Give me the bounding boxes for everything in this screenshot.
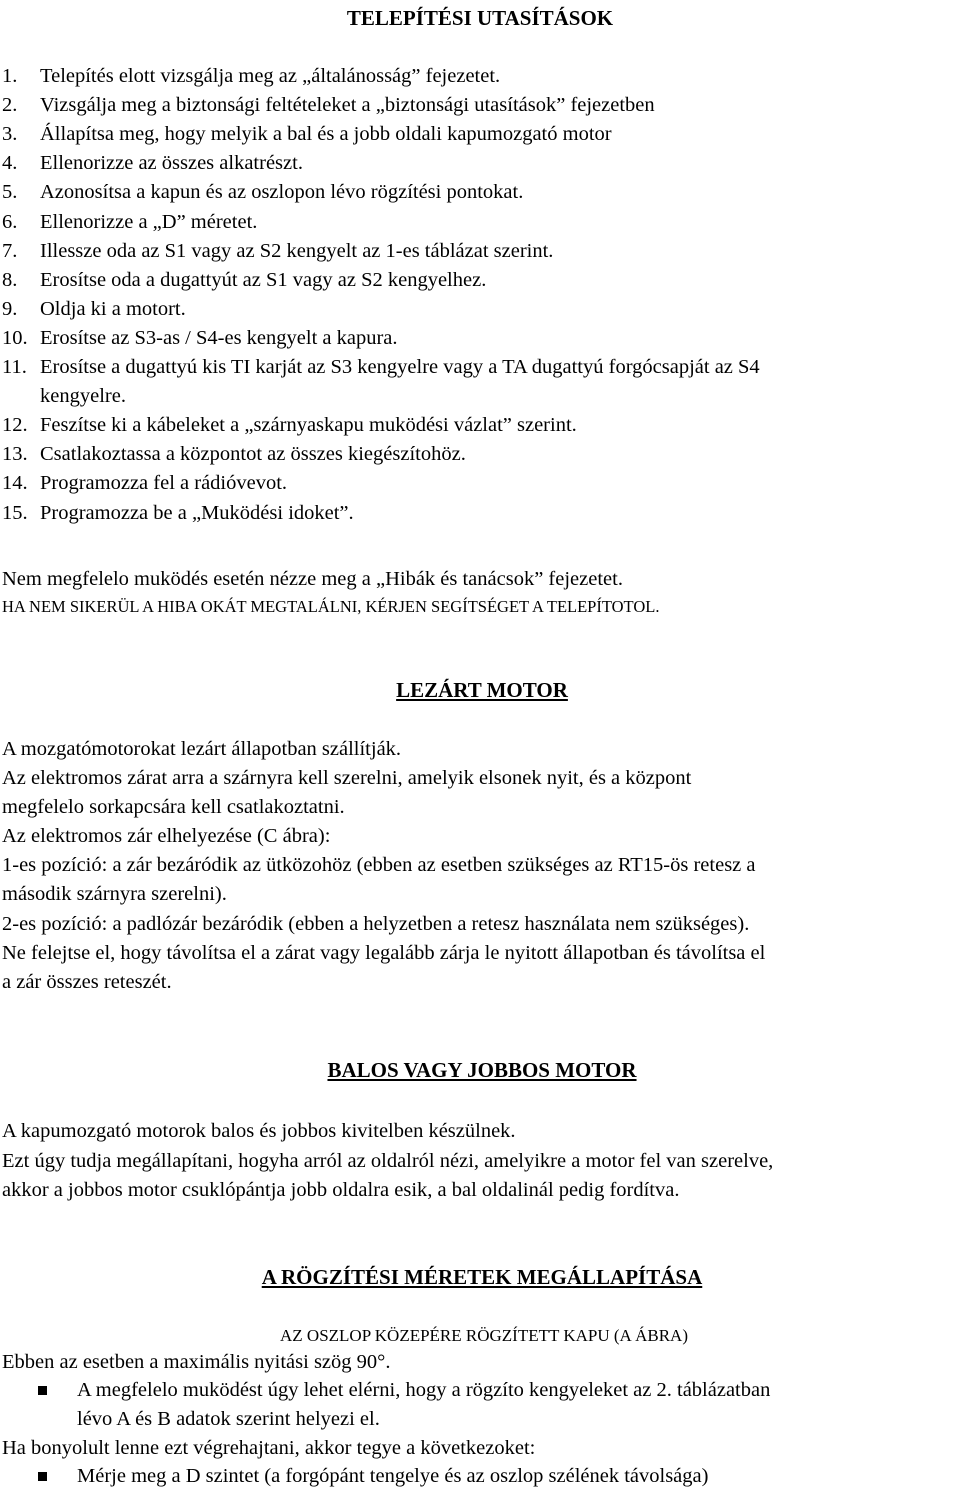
- step-number: 3.: [2, 123, 18, 146]
- paragraph-line: 2-es pozíció: a padlózár bezáródik (ebben a helyzetben a retesz használata nem szükséges).: [2, 913, 750, 935]
- paragraph-line: megfelelo sorkapcsára kell csatlakoztatni.: [2, 796, 345, 818]
- fixing-dimensions-subheading: AZ OSZLOP KÖZEPÉRE RÖGZÍTETT KAPU (A ÁBRA): [280, 1326, 688, 1345]
- step-number: 6.: [2, 210, 18, 233]
- step-text: Csatlakoztassa a központot az összes kiegészítohöz.: [40, 443, 466, 466]
- step-number: 2.: [2, 94, 18, 117]
- step-number: 4.: [2, 152, 18, 175]
- step-number: 7.: [2, 239, 18, 262]
- bullet-text-continued: lévo A és B adatok szerint helyezi el.: [77, 1408, 380, 1430]
- fixing-dimensions-heading: A RÖGZÍTÉSI MÉRETEK MEGÁLLAPÍTÁSA: [261, 1265, 703, 1289]
- step-number: 14.: [2, 472, 28, 495]
- step-text-continued: kengyelre.: [40, 385, 126, 408]
- square-bullet-icon: [38, 1472, 47, 1481]
- step-text: Oldja ki a motort.: [40, 297, 186, 320]
- step-number: 10.: [2, 326, 28, 349]
- paragraph-line: Ha bonyolult lenne ezt végrehajtani, akkor tegye a következoket:: [2, 1437, 536, 1459]
- step-text: Illessze oda az S1 vagy az S2 kengyelt az 1-es táblázat szerint.: [40, 239, 554, 262]
- square-bullet-icon: [38, 1386, 47, 1395]
- step-text: Vizsgálja meg a biztonsági feltételeket a „biztonsági utasítások” fejezetben: [40, 94, 655, 117]
- step-number: 11.: [2, 356, 27, 378]
- bullet-text: A megfelelo muködést úgy lehet elérni, hogy a rögzíto kengyeleket az 2. táblázatban: [77, 1379, 771, 1401]
- paragraph-line: második szárnyra szerelni).: [2, 883, 227, 905]
- left-right-motor-heading: BALOS VAGY JOBBOS MOTOR: [327, 1058, 637, 1082]
- page-title: TELEPÍTÉSI UTASÍTÁSOK: [346, 6, 614, 30]
- paragraph-line: 1-es pozíció: a zár bezáródik az ütközohöz (ebben az esetben szükséges az RT15-ös retesz a: [2, 854, 756, 876]
- step-number: 8.: [2, 268, 18, 291]
- step-number: 12.: [2, 414, 28, 437]
- step-text: Erosítse az S3-as / S4-es kengyelt a kapura.: [40, 326, 398, 349]
- paragraph-line: Az elektromos zár elhelyezése (C ábra):: [2, 825, 331, 847]
- step-text: Telepítés elott vizsgálja meg az „általánosság” fejezetet.: [40, 65, 501, 87]
- step-text: Programozza fel a rádióvevot.: [40, 472, 288, 495]
- step-text: Erosítse oda a dugattyút az S1 vagy az S2 kengyelhez.: [40, 268, 487, 291]
- locked-motor-heading: LEZÁRT MOTOR: [396, 678, 568, 702]
- paragraph-line: Az elektromos zárat arra a szárnyra kell szerelni, amelyik elsonek nyit, és a központ: [2, 767, 692, 789]
- step-number: 1.: [2, 65, 18, 87]
- intro-line: Ebben az esetben a maximális nyitási szög 90°.: [2, 1351, 391, 1373]
- paragraph-line: a zár összes reteszét.: [2, 971, 172, 993]
- step-text: Ellenorizze az összes alkatrészt.: [40, 152, 303, 175]
- step-text: Állapítsa meg, hogy melyik a bal és a jobb oldali kapumozgató motor: [40, 123, 612, 146]
- step-text: Azonosítsa a kapun és az oszlopon lévo rögzítési pontokat.: [40, 181, 524, 204]
- warning-text: HA NEM SIKERÜL A HIBA OKÁT MEGTALÁLNI, KÉRJEN SEGÍTSÉGET A TELEPÍTOTOL.: [2, 597, 660, 616]
- bullet-text: Mérje meg a D szintet (a forgópánt tengelye és az oszlop szélének távolsága): [77, 1465, 709, 1487]
- troubleshooting-note: Nem megfelelo muködés esetén nézze meg a „Hibák és tanácsok” fejezetet.: [2, 568, 623, 590]
- paragraph-line: Ne felejtse el, hogy távolítsa el a zárat vagy legalább zárja le nyitott állapotban és távolítsa el: [2, 942, 766, 964]
- paragraph-line: A kapumozgató motorok balos és jobbos kivitelben készülnek.: [2, 1120, 516, 1142]
- step-number: 9.: [2, 297, 18, 320]
- paragraph-line: A mozgatómotorokat lezárt állapotban szállítják.: [2, 738, 402, 760]
- step-number: 5.: [2, 181, 18, 204]
- step-number: 13.: [2, 443, 28, 466]
- step-number: 15.: [2, 501, 28, 524]
- step-text: Programozza be a „Muködési idoket”.: [40, 501, 354, 524]
- paragraph-line: akkor a jobbos motor csuklópántja jobb oldalra esik, a bal oldalinál pedig fordítva.: [2, 1179, 680, 1201]
- step-text: Erosítse a dugattyú kis TI karját az S3 kengyelre vagy a TA dugattyú forgócsapját az S4: [40, 356, 760, 378]
- step-text: Ellenorizze a „D” méretet.: [40, 210, 258, 233]
- step-text: Feszítse ki a kábeleket a „szárnyaskapu muködési vázlat” szerint.: [40, 414, 577, 437]
- paragraph-line: Ezt úgy tudja megállapítani, hogyha arról az oldalról nézi, amelyikre a motor fel van szerelve,: [2, 1150, 774, 1172]
